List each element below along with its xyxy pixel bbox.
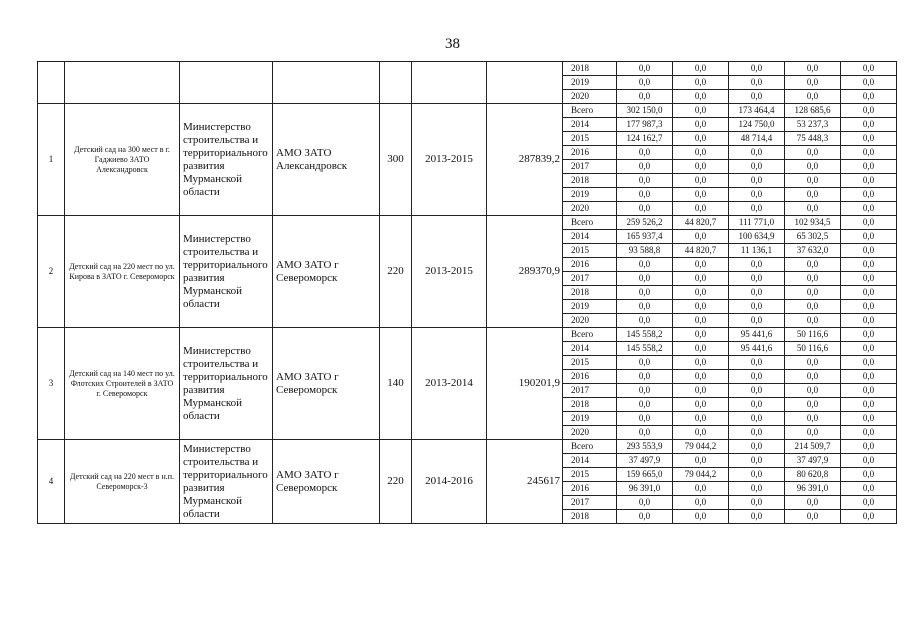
value-cell: 0,0 bbox=[673, 76, 729, 90]
value-cell: 0,0 bbox=[729, 496, 785, 510]
value-cell: 44 820,7 bbox=[673, 244, 729, 258]
cost-value: 190201,9 bbox=[487, 328, 563, 440]
year-cell: Всего bbox=[563, 328, 617, 342]
capacity-value: 140 bbox=[380, 328, 412, 440]
value-cell: 0,0 bbox=[841, 370, 897, 384]
year-cell: 2020 bbox=[563, 202, 617, 216]
value-cell: 145 558,2 bbox=[617, 328, 673, 342]
value-cell: 0,0 bbox=[729, 426, 785, 440]
value-cell: 0,0 bbox=[673, 328, 729, 342]
value-cell: 0,0 bbox=[841, 90, 897, 104]
value-cell: 95 441,6 bbox=[729, 342, 785, 356]
year-cell: 2018 bbox=[563, 510, 617, 524]
cost-value: 287839,2 bbox=[487, 104, 563, 216]
value-cell: 100 634,9 bbox=[729, 230, 785, 244]
blank-num bbox=[38, 62, 65, 104]
value-cell: 65 302,5 bbox=[785, 230, 841, 244]
value-cell: 0,0 bbox=[673, 62, 729, 76]
value-cell: 0,0 bbox=[673, 118, 729, 132]
value-cell: 0,0 bbox=[673, 258, 729, 272]
value-cell: 0,0 bbox=[841, 76, 897, 90]
value-cell: 0,0 bbox=[841, 216, 897, 230]
value-cell: 0,0 bbox=[673, 496, 729, 510]
value-cell: 145 558,2 bbox=[617, 342, 673, 356]
value-cell: 0,0 bbox=[785, 188, 841, 202]
value-cell: 293 553,9 bbox=[617, 440, 673, 454]
value-cell: 37 497,9 bbox=[617, 454, 673, 468]
year-cell: 2014 bbox=[563, 230, 617, 244]
value-cell: 0,0 bbox=[673, 384, 729, 398]
value-cell: 0,0 bbox=[617, 286, 673, 300]
year-cell: Всего bbox=[563, 104, 617, 118]
period-value: 2013-2015 bbox=[412, 216, 487, 328]
value-cell: 0,0 bbox=[729, 174, 785, 188]
value-cell: 44 820,7 bbox=[673, 216, 729, 230]
value-cell: 0,0 bbox=[673, 90, 729, 104]
value-cell: 0,0 bbox=[617, 426, 673, 440]
value-cell: 0,0 bbox=[729, 384, 785, 398]
customer-name: Министерство строительства и территориального развития Мурманской области bbox=[180, 104, 273, 216]
value-cell: 0,0 bbox=[841, 426, 897, 440]
value-cell: 0,0 bbox=[729, 314, 785, 328]
page-number: 38 bbox=[445, 36, 460, 52]
value-cell: 80 620,8 bbox=[785, 468, 841, 482]
value-cell: 0,0 bbox=[673, 370, 729, 384]
value-cell: 173 464,4 bbox=[729, 104, 785, 118]
value-cell: 0,0 bbox=[841, 468, 897, 482]
value-cell: 0,0 bbox=[673, 230, 729, 244]
value-cell: 95 441,6 bbox=[729, 328, 785, 342]
value-cell: 0,0 bbox=[729, 510, 785, 524]
value-cell: 0,0 bbox=[729, 300, 785, 314]
customer-name: Министерство строительства и территориального развития Мурманской области bbox=[180, 216, 273, 328]
value-cell: 0,0 bbox=[841, 440, 897, 454]
blank-customer bbox=[180, 62, 273, 104]
capacity-value: 220 bbox=[380, 216, 412, 328]
year-cell: 2015 bbox=[563, 356, 617, 370]
value-cell: 128 685,6 bbox=[785, 104, 841, 118]
year-cell: 2016 bbox=[563, 482, 617, 496]
value-cell: 0,0 bbox=[617, 202, 673, 216]
year-cell: Всего bbox=[563, 216, 617, 230]
value-cell: 0,0 bbox=[729, 90, 785, 104]
year-cell: Всего bbox=[563, 440, 617, 454]
value-cell: 0,0 bbox=[841, 188, 897, 202]
value-cell: 50 116,6 bbox=[785, 342, 841, 356]
value-cell: 0,0 bbox=[617, 258, 673, 272]
value-cell: 0,0 bbox=[841, 160, 897, 174]
value-cell: 53 237,3 bbox=[785, 118, 841, 132]
value-cell: 102 934,5 bbox=[785, 216, 841, 230]
value-cell: 0,0 bbox=[729, 286, 785, 300]
value-cell: 0,0 bbox=[729, 258, 785, 272]
value-cell: 0,0 bbox=[785, 286, 841, 300]
value-cell: 0,0 bbox=[617, 356, 673, 370]
value-cell: 0,0 bbox=[841, 342, 897, 356]
value-cell: 0,0 bbox=[673, 202, 729, 216]
value-cell: 0,0 bbox=[785, 258, 841, 272]
year-cell: 2014 bbox=[563, 342, 617, 356]
value-cell: 0,0 bbox=[617, 314, 673, 328]
value-cell: 79 044,2 bbox=[673, 440, 729, 454]
value-cell: 0,0 bbox=[841, 118, 897, 132]
table-row bbox=[38, 328, 897, 342]
year-cell: 2017 bbox=[563, 496, 617, 510]
value-cell: 0,0 bbox=[841, 286, 897, 300]
value-cell: 0,0 bbox=[673, 482, 729, 496]
value-cell: 0,0 bbox=[841, 510, 897, 524]
value-cell: 0,0 bbox=[785, 76, 841, 90]
period-value: 2013-2015 bbox=[412, 104, 487, 216]
value-cell: 0,0 bbox=[673, 132, 729, 146]
value-cell: 0,0 bbox=[673, 104, 729, 118]
object-number: 4 bbox=[38, 440, 65, 524]
value-cell: 0,0 bbox=[673, 146, 729, 160]
value-cell: 0,0 bbox=[841, 398, 897, 412]
value-cell: 0,0 bbox=[841, 496, 897, 510]
value-cell: 0,0 bbox=[617, 146, 673, 160]
value-cell: 0,0 bbox=[617, 160, 673, 174]
value-cell: 0,0 bbox=[617, 398, 673, 412]
value-cell: 0,0 bbox=[729, 454, 785, 468]
year-cell: 2020 bbox=[563, 90, 617, 104]
value-cell: 111 771,0 bbox=[729, 216, 785, 230]
value-cell: 0,0 bbox=[729, 188, 785, 202]
cost-value: 289370,9 bbox=[487, 216, 563, 328]
value-cell: 165 937,4 bbox=[617, 230, 673, 244]
cost-value: 245617 bbox=[487, 440, 563, 524]
value-cell: 0,0 bbox=[841, 356, 897, 370]
year-cell: 2017 bbox=[563, 384, 617, 398]
year-cell: 2014 bbox=[563, 118, 617, 132]
capacity-value: 300 bbox=[380, 104, 412, 216]
table-row bbox=[38, 104, 897, 118]
value-cell: 0,0 bbox=[673, 314, 729, 328]
value-cell: 0,0 bbox=[785, 174, 841, 188]
value-cell: 0,0 bbox=[841, 244, 897, 258]
value-cell: 0,0 bbox=[729, 202, 785, 216]
year-cell: 2018 bbox=[563, 398, 617, 412]
object-name: Детский сад на 220 мест по ул. Кирова в ЗАТО г. Североморск bbox=[65, 216, 180, 328]
value-cell: 0,0 bbox=[785, 300, 841, 314]
table-row bbox=[38, 440, 897, 454]
blank-period bbox=[412, 62, 487, 104]
value-cell: 0,0 bbox=[785, 272, 841, 286]
year-cell: 2018 bbox=[563, 62, 617, 76]
table-row bbox=[38, 216, 897, 230]
value-cell: 0,0 bbox=[841, 202, 897, 216]
year-cell: 2016 bbox=[563, 370, 617, 384]
value-cell: 0,0 bbox=[617, 300, 673, 314]
customer-name: Министерство строительства и территориального развития Мурманской области bbox=[180, 440, 273, 524]
year-cell: 2017 bbox=[563, 160, 617, 174]
year-cell: 2019 bbox=[563, 188, 617, 202]
blank-developer bbox=[273, 62, 380, 104]
blank-capacity bbox=[380, 62, 412, 104]
value-cell: 0,0 bbox=[841, 272, 897, 286]
value-cell: 0,0 bbox=[617, 188, 673, 202]
customer-name: Министерство строительства и территориального развития Мурманской области bbox=[180, 328, 273, 440]
year-cell: 2016 bbox=[563, 146, 617, 160]
value-cell: 0,0 bbox=[729, 62, 785, 76]
value-cell: 0,0 bbox=[729, 76, 785, 90]
developer-name: АМО ЗАТО г Североморск bbox=[273, 440, 380, 524]
value-cell: 0,0 bbox=[785, 384, 841, 398]
developer-name: АМО ЗАТО г Североморск bbox=[273, 328, 380, 440]
value-cell: 11 136,1 bbox=[729, 244, 785, 258]
value-cell: 0,0 bbox=[729, 146, 785, 160]
value-cell: 0,0 bbox=[673, 286, 729, 300]
value-cell: 0,0 bbox=[673, 272, 729, 286]
value-cell: 0,0 bbox=[673, 160, 729, 174]
blank-object bbox=[65, 62, 180, 104]
year-cell: 2020 bbox=[563, 426, 617, 440]
value-cell: 0,0 bbox=[673, 398, 729, 412]
value-cell: 177 987,3 bbox=[617, 118, 673, 132]
value-cell: 50 116,6 bbox=[785, 328, 841, 342]
value-cell: 93 588,8 bbox=[617, 244, 673, 258]
value-cell: 0,0 bbox=[617, 496, 673, 510]
value-cell: 0,0 bbox=[729, 398, 785, 412]
object-number: 2 bbox=[38, 216, 65, 328]
value-cell: 0,0 bbox=[673, 510, 729, 524]
value-cell: 159 665,0 bbox=[617, 468, 673, 482]
year-cell: 2019 bbox=[563, 412, 617, 426]
value-cell: 37 632,0 bbox=[785, 244, 841, 258]
value-cell: 0,0 bbox=[617, 384, 673, 398]
value-cell: 0,0 bbox=[785, 496, 841, 510]
value-cell: 0,0 bbox=[841, 146, 897, 160]
object-number: 3 bbox=[38, 328, 65, 440]
year-cell: 2019 bbox=[563, 76, 617, 90]
value-cell: 0,0 bbox=[729, 356, 785, 370]
value-cell: 0,0 bbox=[841, 300, 897, 314]
value-cell: 0,0 bbox=[785, 90, 841, 104]
value-cell: 0,0 bbox=[841, 482, 897, 496]
year-cell: 2018 bbox=[563, 174, 617, 188]
value-cell: 96 391,0 bbox=[617, 482, 673, 496]
value-cell: 0,0 bbox=[729, 370, 785, 384]
value-cell: 0,0 bbox=[617, 76, 673, 90]
investment-table bbox=[37, 61, 897, 524]
capacity-value: 220 bbox=[380, 440, 412, 524]
value-cell: 0,0 bbox=[785, 370, 841, 384]
value-cell: 302 150,0 bbox=[617, 104, 673, 118]
developer-name: АМО ЗАТО Александровск bbox=[273, 104, 380, 216]
value-cell: 0,0 bbox=[785, 314, 841, 328]
year-cell: 2015 bbox=[563, 244, 617, 258]
value-cell: 0,0 bbox=[841, 258, 897, 272]
value-cell: 0,0 bbox=[673, 426, 729, 440]
value-cell: 0,0 bbox=[617, 370, 673, 384]
value-cell: 0,0 bbox=[673, 188, 729, 202]
value-cell: 79 044,2 bbox=[673, 468, 729, 482]
year-cell: 2016 bbox=[563, 258, 617, 272]
value-cell: 0,0 bbox=[841, 328, 897, 342]
value-cell: 214 509,7 bbox=[785, 440, 841, 454]
value-cell: 124 750,0 bbox=[729, 118, 785, 132]
value-cell: 0,0 bbox=[673, 454, 729, 468]
value-cell: 124 162,7 bbox=[617, 132, 673, 146]
object-name: Детский сад на 300 мест в г. Гаджиево ЗАТО Александровск bbox=[65, 104, 180, 216]
value-cell: 259 526,2 bbox=[617, 216, 673, 230]
value-cell: 0,0 bbox=[841, 314, 897, 328]
value-cell: 0,0 bbox=[617, 90, 673, 104]
value-cell: 0,0 bbox=[729, 160, 785, 174]
value-cell: 0,0 bbox=[785, 412, 841, 426]
value-cell: 0,0 bbox=[729, 412, 785, 426]
value-cell: 96 391,0 bbox=[785, 482, 841, 496]
value-cell: 0,0 bbox=[617, 62, 673, 76]
value-cell: 0,0 bbox=[785, 356, 841, 370]
value-cell: 0,0 bbox=[841, 132, 897, 146]
value-cell: 0,0 bbox=[841, 454, 897, 468]
period-value: 2013-2014 bbox=[412, 328, 487, 440]
value-cell: 0,0 bbox=[785, 202, 841, 216]
value-cell: 0,0 bbox=[785, 160, 841, 174]
value-cell: 37 497,9 bbox=[785, 454, 841, 468]
value-cell: 0,0 bbox=[841, 62, 897, 76]
value-cell: 0,0 bbox=[841, 384, 897, 398]
year-cell: 2014 bbox=[563, 454, 617, 468]
value-cell: 0,0 bbox=[729, 482, 785, 496]
year-cell: 2015 bbox=[563, 468, 617, 482]
object-name: Детский сад на 140 мест по ул. Флотских Строителей в ЗАТО г. Североморск bbox=[65, 328, 180, 440]
value-cell: 0,0 bbox=[785, 426, 841, 440]
value-cell: 75 448,3 bbox=[785, 132, 841, 146]
year-cell: 2018 bbox=[563, 286, 617, 300]
value-cell: 0,0 bbox=[673, 356, 729, 370]
blank-cost bbox=[487, 62, 563, 104]
table-row bbox=[38, 62, 897, 76]
value-cell: 0,0 bbox=[673, 412, 729, 426]
object-name: Детский сад на 220 мест в н.п. Североморск-3 bbox=[65, 440, 180, 524]
year-cell: 2020 bbox=[563, 314, 617, 328]
value-cell: 0,0 bbox=[617, 510, 673, 524]
value-cell: 0,0 bbox=[785, 398, 841, 412]
period-value: 2014-2016 bbox=[412, 440, 487, 524]
value-cell: 0,0 bbox=[785, 146, 841, 160]
year-cell: 2017 bbox=[563, 272, 617, 286]
value-cell: 0,0 bbox=[617, 272, 673, 286]
developer-name: АМО ЗАТО г Североморск bbox=[273, 216, 380, 328]
value-cell: 0,0 bbox=[617, 174, 673, 188]
year-cell: 2015 bbox=[563, 132, 617, 146]
object-number: 1 bbox=[38, 104, 65, 216]
value-cell: 0,0 bbox=[673, 342, 729, 356]
value-cell: 0,0 bbox=[673, 174, 729, 188]
value-cell: 0,0 bbox=[729, 440, 785, 454]
value-cell: 48 714,4 bbox=[729, 132, 785, 146]
value-cell: 0,0 bbox=[785, 510, 841, 524]
value-cell: 0,0 bbox=[729, 272, 785, 286]
value-cell: 0,0 bbox=[841, 174, 897, 188]
value-cell: 0,0 bbox=[617, 412, 673, 426]
year-cell: 2019 bbox=[563, 300, 617, 314]
value-cell: 0,0 bbox=[841, 412, 897, 426]
value-cell: 0,0 bbox=[729, 468, 785, 482]
value-cell: 0,0 bbox=[673, 300, 729, 314]
value-cell: 0,0 bbox=[841, 230, 897, 244]
value-cell: 0,0 bbox=[841, 104, 897, 118]
value-cell: 0,0 bbox=[785, 62, 841, 76]
